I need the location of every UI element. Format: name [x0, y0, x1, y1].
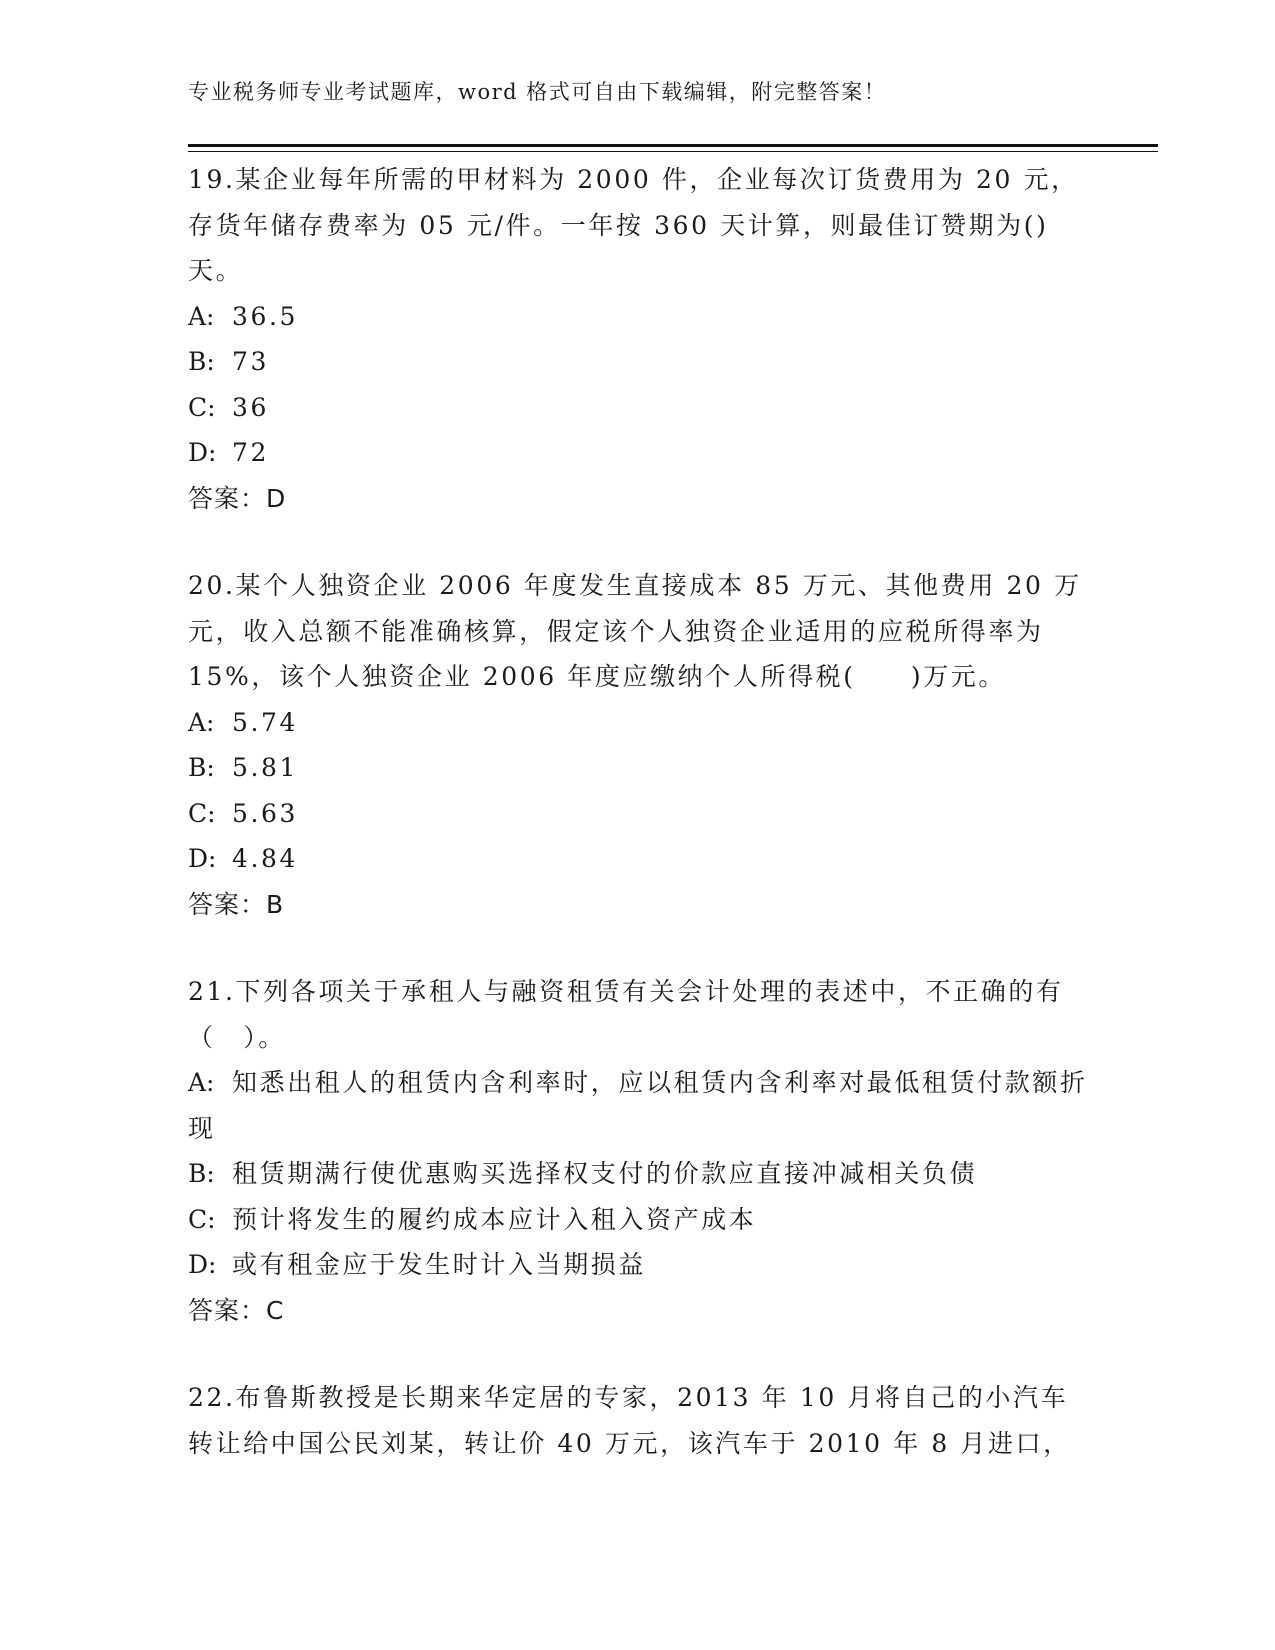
- option-text: 73: [232, 347, 270, 376]
- header-rule-thick: [188, 144, 1158, 147]
- option-d: [188, 1242, 1088, 1288]
- question-19: [188, 157, 1088, 521]
- option-b: [188, 339, 1088, 385]
- option-text: 租赁期满行使优惠购买选择权支付的价款应直接冲减相关负债: [232, 1159, 978, 1188]
- option-text: 4.84: [232, 844, 299, 873]
- option-text: 或有租金应于发生时计入当期损益: [232, 1250, 647, 1279]
- question-22: [188, 1375, 1088, 1466]
- option-text: 36: [232, 392, 270, 422]
- question-20: [188, 563, 1088, 927]
- answer: 答案：C: [188, 1295, 285, 1325]
- option-text: 5.74: [232, 707, 299, 737]
- question-text: 22.布鲁斯教授是长期来华定居的专家，2013 年 10 月将自己的小汽车转让给中国公民刘某，转让价 40 万元，该汽车于 2010 年 8 月进口，: [188, 1383, 1071, 1458]
- option-c: [188, 791, 1088, 837]
- option-text: 72: [232, 438, 270, 467]
- option-letter: D:: [188, 1250, 217, 1279]
- answer: 答案：D: [188, 483, 287, 513]
- option-text: 5.63: [232, 798, 299, 828]
- header-rule-thin: [188, 151, 1158, 152]
- option-d: [188, 430, 1088, 476]
- option-text: 36.5: [232, 301, 299, 331]
- option-a: [188, 1060, 1088, 1151]
- question-text: 21.下列各项关于承租人与融资租赁有关会计处理的表述中，不正确的有（ ）。: [188, 977, 1064, 1052]
- option-text: 预计将发生的履约成本应计入租入资产成本: [232, 1204, 757, 1234]
- option-letter: A:: [188, 707, 215, 737]
- page-header: 专业税务师专业考试题库，word 格式可自由下载编辑，附完整答案！: [188, 80, 887, 104]
- option-letter: D:: [188, 844, 217, 873]
- option-a: [188, 294, 1088, 340]
- option-letter: C:: [188, 1204, 216, 1234]
- option-letter: C:: [188, 392, 216, 422]
- question-text: 20.某个人独资企业 2006 年度发生直接成本 85 万元、其他费用 20 万元，收入总额不能准确核算，假定该个人独资企业适用的应税所得率为 15%，该个人独资企业 2006 年度应缴纳个人所得税( )万元。: [188, 571, 1082, 691]
- answer: 答案：B: [188, 889, 285, 919]
- option-text: 知悉出租人的租赁内含利率时，应以租赁内含利率对最低租赁付款额折现: [188, 1068, 1088, 1143]
- option-c: [188, 1197, 1088, 1243]
- option-c: [188, 385, 1088, 431]
- option-text: 5.81: [232, 753, 299, 782]
- question-21: [188, 969, 1088, 1333]
- option-letter: B:: [188, 753, 215, 782]
- option-letter: A:: [188, 1068, 215, 1097]
- option-b: [188, 745, 1088, 791]
- question-list: [188, 157, 1088, 1508]
- option-a: [188, 700, 1088, 746]
- option-letter: A:: [188, 301, 215, 331]
- option-letter: D:: [188, 438, 217, 467]
- question-text: 19.某企业每年所需的甲材料为 2000 件，企业每次订货费用为 20 元，存货年储存费率为 05 元/件。一年按 360 天计算，则最佳订赞期为()天。: [188, 165, 1079, 285]
- option-letter: B:: [188, 347, 215, 376]
- option-d: [188, 836, 1088, 882]
- option-b: [188, 1151, 1088, 1197]
- option-letter: C:: [188, 798, 216, 828]
- option-letter: B:: [188, 1159, 215, 1188]
